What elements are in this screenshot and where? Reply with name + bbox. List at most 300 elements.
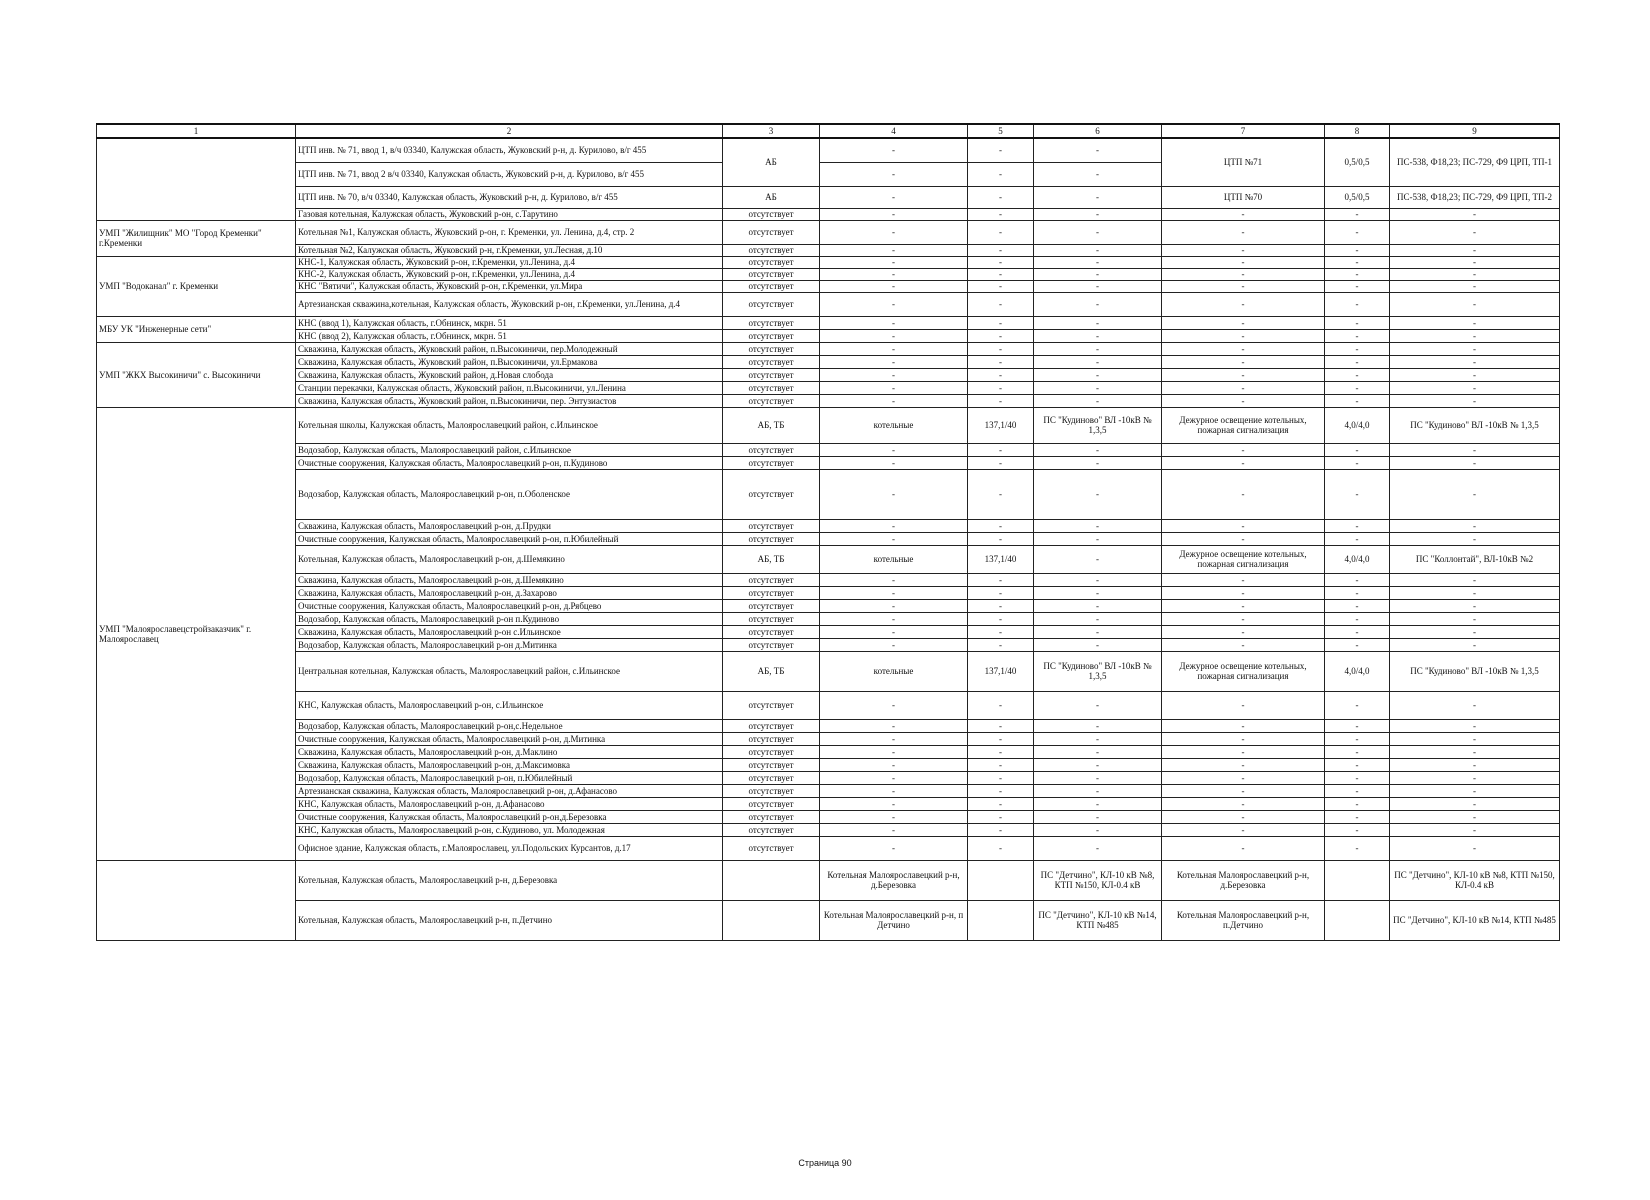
value-cell: - (820, 368, 968, 381)
value-cell: - (1034, 519, 1162, 532)
value-cell: - (1390, 329, 1560, 342)
value-cell: - (968, 469, 1034, 519)
value-cell: - (968, 443, 1034, 456)
value-cell: - (968, 732, 1034, 745)
value-cell: - (1325, 612, 1390, 625)
value-cell: - (820, 784, 968, 797)
value-cell: - (1390, 443, 1560, 456)
value-cell: - (1325, 342, 1390, 355)
table-row (97, 342, 1560, 355)
value-cell: - (968, 208, 1034, 220)
value-cell: - (1034, 545, 1162, 573)
value-cell: - (1390, 292, 1560, 316)
table-row (97, 836, 1560, 860)
object-cell: Котельная, Калужская область, Малоярославецкий р-н, п.Детчино (296, 900, 723, 940)
value-cell: - (1390, 519, 1560, 532)
value-cell: АБ (723, 138, 820, 186)
value-cell: - (1034, 836, 1162, 860)
value-cell: Дежурное освещение котельных, пожарная сигнализация (1162, 651, 1325, 691)
value-cell: - (968, 355, 1034, 368)
object-cell: Очистные сооружения, Калужская область, Малоярославецкий р-он, д.Митинка (296, 732, 723, 745)
value-cell: - (1325, 256, 1390, 268)
value-cell: - (1390, 208, 1560, 220)
value-cell: отсутствует (723, 784, 820, 797)
value-cell: 137,1/40 (968, 651, 1034, 691)
value-cell: - (1034, 280, 1162, 292)
value-cell: - (1325, 719, 1390, 732)
value-cell: - (1390, 316, 1560, 329)
value-cell: - (1390, 638, 1560, 651)
value-cell: - (1390, 532, 1560, 545)
value-cell: отсутствует (723, 208, 820, 220)
value-cell: - (1390, 586, 1560, 599)
value-cell: - (820, 292, 968, 316)
object-cell: Центральная котельная, Калужская область, Малоярославецкий район, с.Ильинское (296, 651, 723, 691)
object-cell: Скважина, Калужская область, Малоярославецкий р-он, д.Захарово (296, 586, 723, 599)
value-cell (1325, 860, 1390, 900)
column-header: 3 (723, 124, 820, 138)
table-row (97, 316, 1560, 329)
value-cell: - (1325, 244, 1390, 256)
value-cell: - (820, 138, 968, 162)
value-cell: - (820, 519, 968, 532)
value-cell: - (820, 823, 968, 836)
value-cell: 4,0/4,0 (1325, 407, 1390, 443)
value-cell (968, 860, 1034, 900)
value-cell: - (968, 771, 1034, 784)
object-cell: Станции перекачки, Калужская область, Жуковский район, п.Высокиничи, ул.Ленина (296, 381, 723, 394)
object-cell: Скважина, Калужская область, Малоярославецкий р-он с.Ильинское (296, 625, 723, 638)
value-cell: - (1390, 394, 1560, 407)
value-cell: - (1325, 532, 1390, 545)
value-cell: - (1162, 797, 1325, 810)
value-cell: - (1390, 810, 1560, 823)
value-cell: - (1325, 586, 1390, 599)
organization-cell: УМП "Жилищник" МО "Город Кременки" г.Кременки (97, 220, 296, 256)
value-cell: - (1390, 625, 1560, 638)
value-cell: - (968, 292, 1034, 316)
table-row (97, 208, 1560, 220)
value-cell: - (968, 220, 1034, 244)
value-cell: - (1162, 732, 1325, 745)
value-cell: - (820, 836, 968, 860)
value-cell: - (1034, 355, 1162, 368)
value-cell: - (1162, 810, 1325, 823)
value-cell: - (820, 280, 968, 292)
value-cell: - (968, 573, 1034, 586)
table-row (97, 691, 1560, 719)
column-header: 1 (97, 124, 296, 138)
value-cell: - (1390, 381, 1560, 394)
value-cell: - (1162, 280, 1325, 292)
value-cell: - (820, 220, 968, 244)
value-cell: - (1390, 355, 1560, 368)
object-cell: Водозабор, Калужская область, Малоярославецкий р-он п.Кудиново (296, 612, 723, 625)
value-cell: - (1325, 469, 1390, 519)
object-cell: Газовая котельная, Калужская область, Жуковский р-он, с.Тарутино (296, 208, 723, 220)
table-row (97, 651, 1560, 691)
value-cell: - (1325, 456, 1390, 469)
object-cell: Скважина, Калужская область, Малоярославецкий р-он, д.Шемякино (296, 573, 723, 586)
value-cell: отсутствует (723, 220, 820, 244)
value-cell: отсутствует (723, 342, 820, 355)
value-cell: - (820, 771, 968, 784)
value-cell: - (968, 745, 1034, 758)
value-cell: - (968, 381, 1034, 394)
value-cell: котельные (820, 651, 968, 691)
object-cell: Водозабор, Калужская область, Малоярославецкий р-он д.Митинка (296, 638, 723, 651)
value-cell: отсутствует (723, 519, 820, 532)
value-cell: - (968, 810, 1034, 823)
value-cell: - (1390, 758, 1560, 771)
value-cell: отсутствует (723, 638, 820, 651)
object-cell: Артезианская скважина, Калужская область, Малоярославецкий р-он, д.Афанасово (296, 784, 723, 797)
value-cell: отсутствует (723, 443, 820, 456)
object-cell: КНС, Калужская область, Малоярославецкий р-он, с.Ильинское (296, 691, 723, 719)
value-cell: - (1390, 836, 1560, 860)
value-cell: - (1162, 381, 1325, 394)
column-header: 7 (1162, 124, 1325, 138)
value-cell: - (820, 625, 968, 638)
value-cell: - (1034, 186, 1162, 208)
value-cell: - (1162, 745, 1325, 758)
value-cell: - (1162, 625, 1325, 638)
value-cell: - (820, 394, 968, 407)
value-cell: - (1034, 162, 1162, 186)
object-cell: ЦТП инв. № 71, ввод 2 в/ч 03340, Калужская область, Жуковский р-н, д. Курилово, в/г 455 (296, 162, 723, 186)
value-cell: ПС "Детчино", КЛ-10 кВ №14, КТП №485 (1390, 900, 1560, 940)
value-cell: - (1162, 256, 1325, 268)
table-row (97, 368, 1560, 381)
value-cell: Дежурное освещение котельных, пожарная сигнализация (1162, 545, 1325, 573)
value-cell: ПС "Кудиново" ВЛ -10кВ № 1,3,5 (1034, 407, 1162, 443)
value-cell: ПС "Детчино", КЛ-10 кВ №8, КТП №150, КЛ-0.4 кВ (1034, 860, 1162, 900)
value-cell: 0,5/0,5 (1325, 138, 1390, 186)
value-cell: 4,0/4,0 (1325, 545, 1390, 573)
value-cell: - (1034, 469, 1162, 519)
value-cell: отсутствует (723, 381, 820, 394)
table-row (97, 456, 1560, 469)
value-cell: отсутствует (723, 368, 820, 381)
value-cell: - (820, 719, 968, 732)
organization-cell (97, 138, 296, 220)
value-cell: отсутствует (723, 625, 820, 638)
value-cell: 4,0/4,0 (1325, 651, 1390, 691)
organization-cell: УМП "Малоярославецстройзаказчик" г. Малоярославец (97, 407, 296, 860)
table-row (97, 545, 1560, 573)
object-cell: Котельная №1, Калужская область, Жуковский р-он, г. Кременки, ул. Ленина, д.4, стр. 2 (296, 220, 723, 244)
object-cell: КНС-1, Калужская область, Жуковский р-он, г.Кременки, ул.Ленина, д.4 (296, 256, 723, 268)
value-cell: - (1034, 244, 1162, 256)
value-cell: - (1162, 691, 1325, 719)
value-cell: - (820, 797, 968, 810)
object-cell: Скважина, Калужская область, Жуковский район, д.Новая слобода (296, 368, 723, 381)
value-cell: - (1325, 745, 1390, 758)
table-row (97, 900, 1560, 940)
table-row (97, 758, 1560, 771)
value-cell (723, 860, 820, 900)
column-header: 5 (968, 124, 1034, 138)
value-cell: - (1034, 342, 1162, 355)
value-cell: - (820, 732, 968, 745)
value-cell: отсутствует (723, 612, 820, 625)
value-cell: - (968, 329, 1034, 342)
table-row (97, 186, 1560, 208)
value-cell: - (1390, 342, 1560, 355)
value-cell: - (968, 162, 1034, 186)
value-cell: отсутствует (723, 469, 820, 519)
value-cell: - (1162, 469, 1325, 519)
value-cell: - (1034, 612, 1162, 625)
value-cell: - (1162, 719, 1325, 732)
value-cell: - (968, 758, 1034, 771)
value-cell: - (1162, 823, 1325, 836)
value-cell: - (1034, 208, 1162, 220)
column-header: 9 (1390, 124, 1560, 138)
value-cell: - (820, 208, 968, 220)
value-cell: - (1325, 329, 1390, 342)
value-cell: отсутствует (723, 394, 820, 407)
value-cell: - (1325, 638, 1390, 651)
object-cell: Водозабор, Калужская область, Малоярославецкий р-он, п.Оболенское (296, 469, 723, 519)
value-cell: отсутствует (723, 797, 820, 810)
value-cell: - (1034, 532, 1162, 545)
value-cell: отсутствует (723, 691, 820, 719)
value-cell: - (1034, 329, 1162, 342)
value-cell: - (1390, 691, 1560, 719)
value-cell: 137,1/40 (968, 407, 1034, 443)
value-cell: - (820, 586, 968, 599)
organization-cell: МБУ УК "Инженерные сети" (97, 316, 296, 342)
object-cell: Котельная школы, Калужская область, Малоярославецкий район, с.Ильинское (296, 407, 723, 443)
value-cell: - (968, 256, 1034, 268)
table-row (97, 573, 1560, 586)
value-cell: - (1162, 443, 1325, 456)
object-cell: Очистные сооружения, Калужская область, Малоярославецкий р-он, д.Рябцево (296, 599, 723, 612)
column-header: 2 (296, 124, 723, 138)
table-row (97, 771, 1560, 784)
value-cell: отсутствует (723, 771, 820, 784)
table-row (97, 612, 1560, 625)
value-cell: - (1162, 758, 1325, 771)
table-row (97, 355, 1560, 368)
value-cell: ЦТП №71 (1162, 138, 1325, 186)
value-cell: - (1162, 268, 1325, 280)
value-cell: - (1390, 280, 1560, 292)
table-row (97, 810, 1560, 823)
value-cell: отсутствует (723, 532, 820, 545)
table-row (97, 797, 1560, 810)
value-cell: - (1325, 810, 1390, 823)
table-row (97, 532, 1560, 545)
value-cell: - (1034, 256, 1162, 268)
value-cell: - (820, 443, 968, 456)
value-cell: - (968, 342, 1034, 355)
object-cell: Котельная, Калужская область, Малоярославецкий р-он, д.Шемякино (296, 545, 723, 573)
value-cell: отсутствует (723, 280, 820, 292)
value-cell: - (968, 532, 1034, 545)
value-cell: ПС-538, Ф18,23; ПС-729, Ф9 ЦРП, ТП-2 (1390, 186, 1560, 208)
object-cell: Очистные сооружения, Калужская область, Малоярославецкий р-он, п.Юбилейный (296, 532, 723, 545)
value-cell: отсутствует (723, 292, 820, 316)
value-cell: - (1325, 758, 1390, 771)
value-cell: котельные (820, 407, 968, 443)
table-row (97, 599, 1560, 612)
value-cell: отсутствует (723, 329, 820, 342)
value-cell: ПС "Детчино", КЛ-10 кВ №14, КТП №485 (1034, 900, 1162, 940)
value-cell: - (1325, 394, 1390, 407)
value-cell: - (1162, 599, 1325, 612)
value-cell: - (968, 138, 1034, 162)
value-cell: ЦТП №70 (1162, 186, 1325, 208)
value-cell: - (968, 599, 1034, 612)
table-row (97, 443, 1560, 456)
value-cell: - (820, 256, 968, 268)
value-cell: отсутствует (723, 719, 820, 732)
table-row (97, 407, 1560, 443)
object-cell: КНС "Вятичи", Калужская область, Жуковский р-он, г.Кременки, ул.Мира (296, 280, 723, 292)
value-cell: - (1390, 220, 1560, 244)
value-cell: - (1390, 823, 1560, 836)
value-cell: котельные (820, 545, 968, 573)
value-cell: - (1034, 268, 1162, 280)
value-cell: - (1162, 368, 1325, 381)
value-cell: - (1390, 469, 1560, 519)
table-row (97, 745, 1560, 758)
value-cell: - (968, 368, 1034, 381)
column-header: 8 (1325, 124, 1390, 138)
value-cell: - (1325, 208, 1390, 220)
value-cell: - (968, 280, 1034, 292)
value-cell: - (820, 758, 968, 771)
value-cell: - (968, 823, 1034, 836)
object-cell: Очистные сооружения, Калужская область, Малоярославецкий р-он,д.Березовка (296, 810, 723, 823)
value-cell: - (820, 381, 968, 394)
value-cell: - (968, 456, 1034, 469)
value-cell: - (968, 316, 1034, 329)
value-cell: - (968, 519, 1034, 532)
object-cell: Скважина, Калужская область, Малоярославецкий р-он, д.Прудки (296, 519, 723, 532)
value-cell: - (1034, 456, 1162, 469)
table-row (97, 244, 1560, 256)
value-cell: отсутствует (723, 456, 820, 469)
table-row (97, 719, 1560, 732)
organization-cell (97, 860, 296, 940)
value-cell: - (1162, 573, 1325, 586)
value-cell: - (820, 745, 968, 758)
value-cell: - (968, 797, 1034, 810)
value-cell: - (820, 599, 968, 612)
value-cell: - (1034, 797, 1162, 810)
value-cell: - (1162, 342, 1325, 355)
value-cell: - (1162, 329, 1325, 342)
table-row (97, 280, 1560, 292)
value-cell: - (820, 638, 968, 651)
value-cell: отсутствует (723, 256, 820, 268)
object-cell: КНС-2, Калужская область, Жуковский р-он, г.Кременки, ул.Ленина, д.4 (296, 268, 723, 280)
table-row (97, 860, 1560, 900)
object-cell: КНС, Калужская область, Малоярославецкий р-он, с.Кудиново, ул. Молодежная (296, 823, 723, 836)
value-cell: - (1162, 292, 1325, 316)
object-cell: Водозабор, Калужская область, Малоярославецкий р-он, п.Юбилейный (296, 771, 723, 784)
object-cell: КНС (ввод 2), Калужская область, г.Обнинск, мкрн. 51 (296, 329, 723, 342)
value-cell: - (1034, 573, 1162, 586)
value-cell: - (1162, 355, 1325, 368)
value-cell: - (1034, 758, 1162, 771)
value-cell: - (1325, 519, 1390, 532)
table-row (97, 220, 1560, 244)
object-cell: Офисное здание, Калужская область, г.Малоярославец, ул.Подольских Курсантов, д.17 (296, 836, 723, 860)
table-row (97, 586, 1560, 599)
value-cell: АБ, ТБ (723, 545, 820, 573)
value-cell: - (1325, 368, 1390, 381)
value-cell: отсутствует (723, 599, 820, 612)
value-cell: - (1325, 823, 1390, 836)
value-cell: - (1034, 625, 1162, 638)
value-cell: - (1162, 208, 1325, 220)
value-cell: - (1162, 836, 1325, 860)
value-cell: - (820, 186, 968, 208)
value-cell: АБ, ТБ (723, 407, 820, 443)
value-cell: - (1034, 316, 1162, 329)
value-cell: - (968, 612, 1034, 625)
value-cell: Котельная Малоярославецкий р-н, п.Детчино (1162, 900, 1325, 940)
object-cell: Водозабор, Калужская область, Малоярославецкий район, с.Ильинское (296, 443, 723, 456)
object-cell: Скважина, Калужская область, Жуковский район, п.Высокиничи, ул.Ермакова (296, 355, 723, 368)
value-cell: 137,1/40 (968, 545, 1034, 573)
value-cell: - (1390, 268, 1560, 280)
value-cell: - (820, 355, 968, 368)
object-cell: КНС (ввод 1), Калужская область, г.Обнинск, мкрн. 51 (296, 316, 723, 329)
value-cell: - (968, 394, 1034, 407)
table-row (97, 732, 1560, 745)
value-cell: - (968, 638, 1034, 651)
value-cell: ПС-538, Ф18,23; ПС-729, Ф9 ЦРП, ТП-1 (1390, 138, 1560, 186)
value-cell: - (1325, 268, 1390, 280)
value-cell (968, 900, 1034, 940)
value-cell: - (1390, 797, 1560, 810)
value-cell: Дежурное освещение котельных, пожарная сигнализация (1162, 407, 1325, 443)
value-cell: - (1034, 443, 1162, 456)
value-cell: отсутствует (723, 732, 820, 745)
value-cell: - (1325, 573, 1390, 586)
value-cell: - (1034, 138, 1162, 162)
value-cell: ПС "Кудиново" ВЛ -10кВ № 1,3,5 (1390, 407, 1560, 443)
value-cell: - (1162, 244, 1325, 256)
value-cell: - (1162, 456, 1325, 469)
object-cell: ЦТП инв. № 70, в/ч 03340, Калужская область, Жуковский р-н, д. Курилово, в/г 455 (296, 186, 723, 208)
value-cell: - (820, 268, 968, 280)
value-cell: - (1325, 355, 1390, 368)
value-cell: - (1034, 719, 1162, 732)
value-cell: - (820, 612, 968, 625)
column-header: 4 (820, 124, 968, 138)
table-row (97, 519, 1560, 532)
value-cell: - (1390, 612, 1560, 625)
value-cell: - (1325, 771, 1390, 784)
value-cell: - (1034, 220, 1162, 244)
value-cell: - (1325, 280, 1390, 292)
table-row (97, 469, 1560, 519)
value-cell: отсутствует (723, 244, 820, 256)
value-cell: - (1325, 625, 1390, 638)
value-cell: - (968, 784, 1034, 797)
value-cell: - (820, 342, 968, 355)
object-cell: Очистные сооружения, Калужская область, Малоярославецкий р-он, п.Кудиново (296, 456, 723, 469)
value-cell: - (968, 244, 1034, 256)
value-cell: - (1162, 519, 1325, 532)
value-cell: - (968, 691, 1034, 719)
